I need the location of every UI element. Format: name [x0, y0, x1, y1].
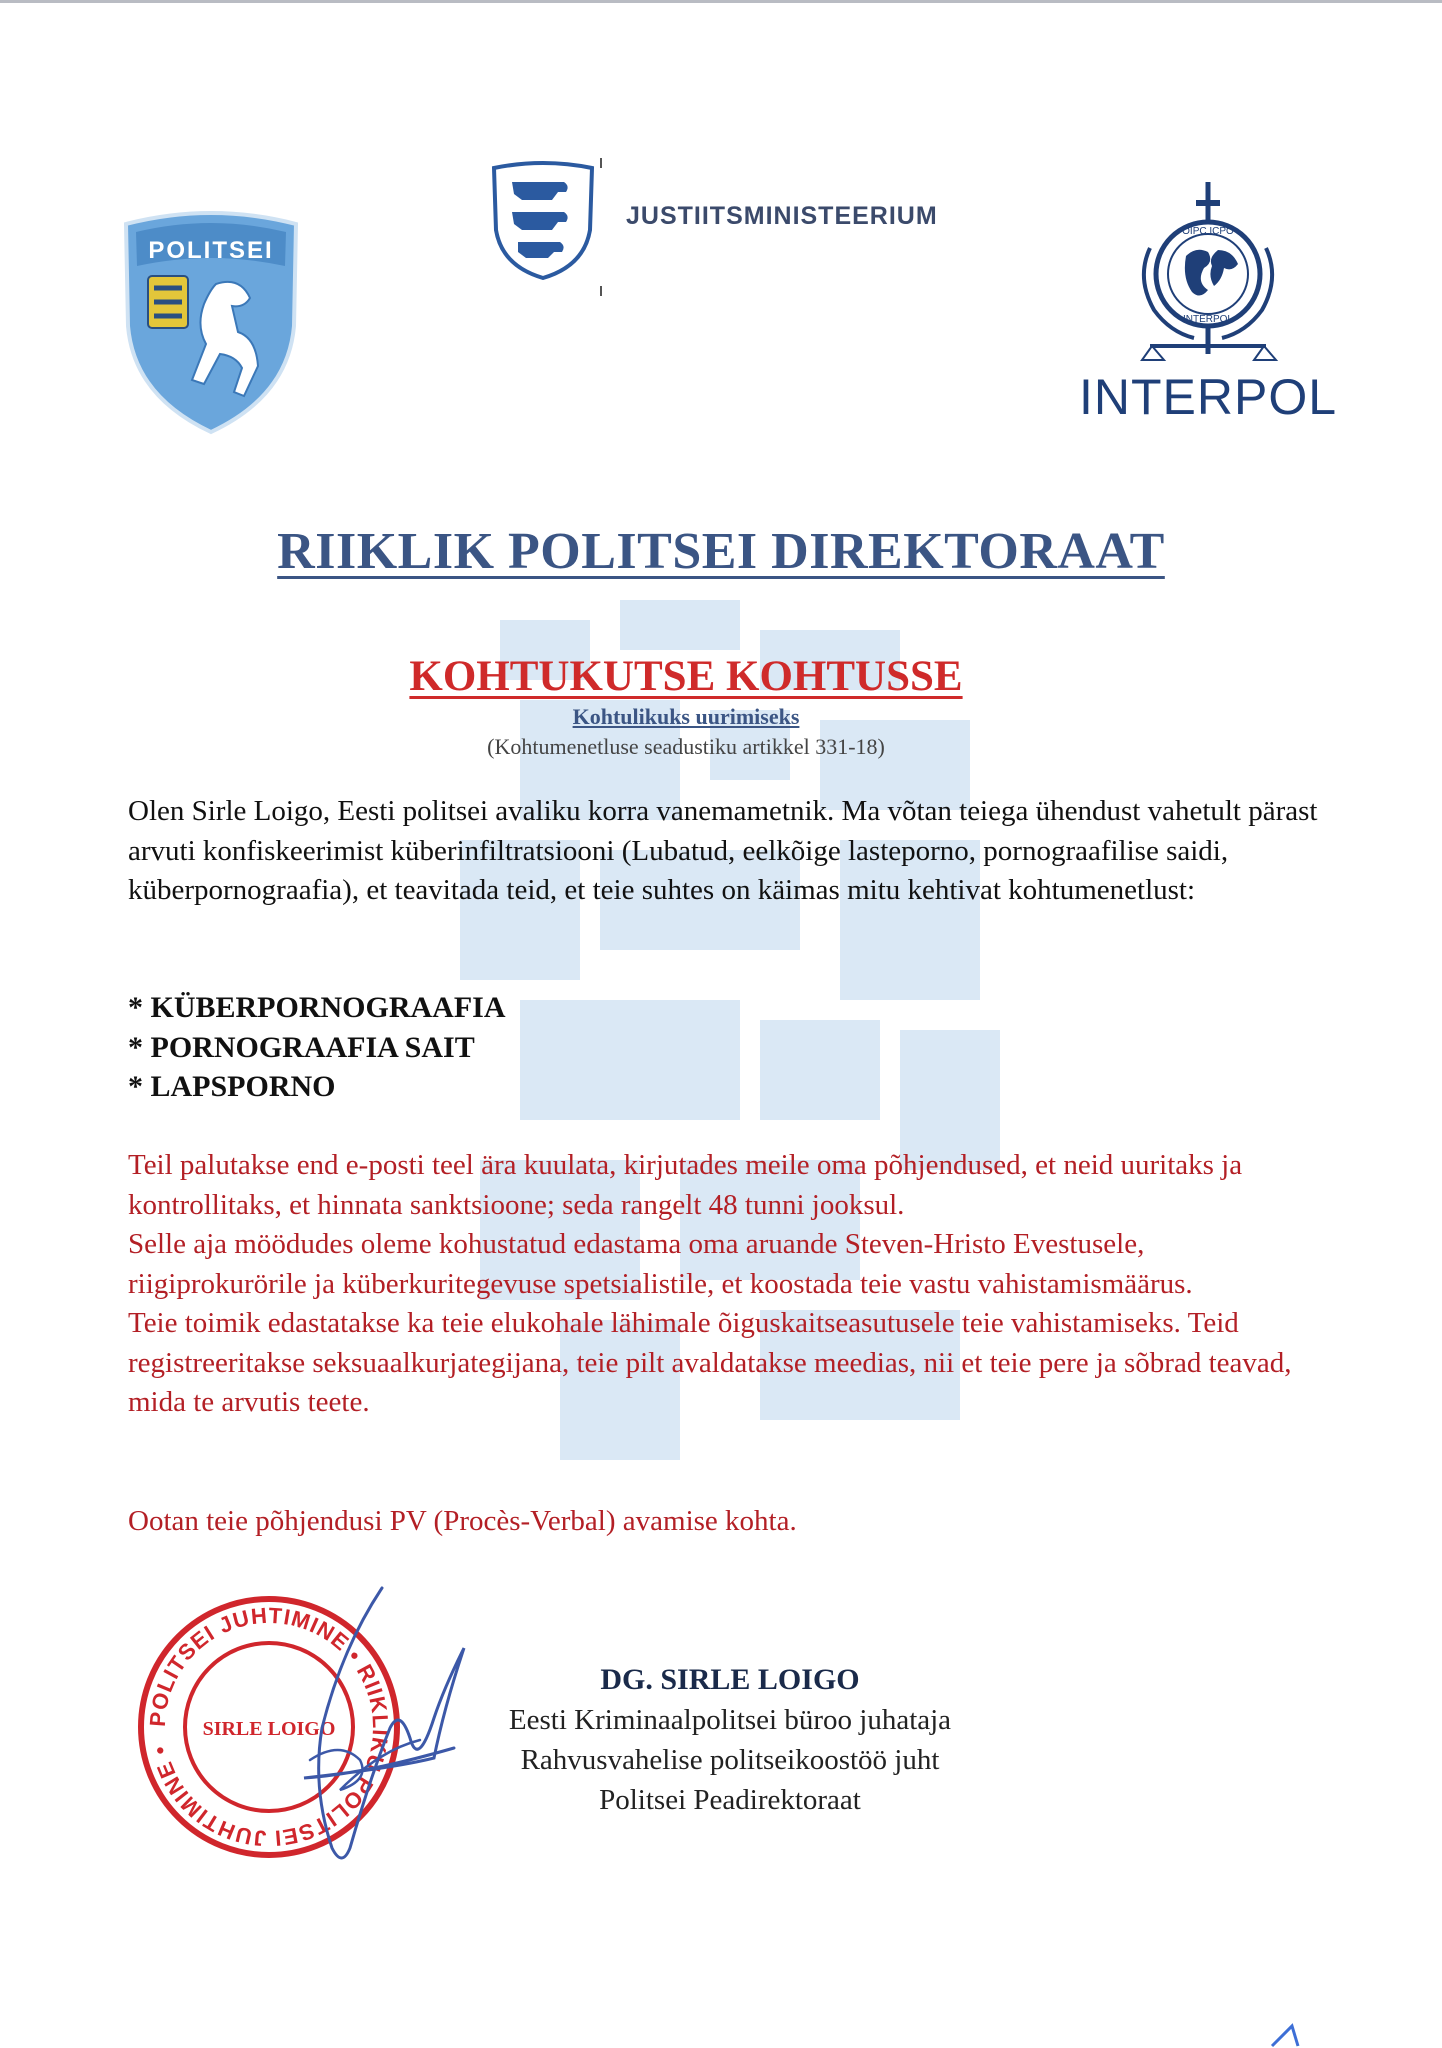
- page-title: RIIKLIK POLITSEI DIREKTORAAT: [277, 523, 1165, 580]
- top-rule: [0, 0, 1442, 3]
- signatory-role: Rahvusvahelise politseikoostöö juht: [520, 1744, 940, 1776]
- offense-item: * KÜBERPORNOGRAAFIA: [128, 991, 506, 1024]
- ministry-logo: [488, 158, 948, 298]
- ministry-name: JUSTIITSMINISTEERIUM: [626, 202, 938, 230]
- warning-line: Selle aja möödudes oleme kohustatud edastama oma aruande Steven-Hristo Evestusele, riigiprokurörile ja küberkuritegevuse spetsialistile, et koostada teie vastu vahistamismäärus.: [128, 1228, 1193, 1300]
- svg-text:SIRLE LOIGO: SIRLE LOIGO: [202, 1718, 336, 1740]
- svg-text:OIPC ICPO: OIPC ICPO: [1182, 226, 1234, 237]
- warning-line: Teil palutakse end e-posti teel ära kuulata, kirjutades meile oma põhjendused, et neid uuritaks ja kontrollitaks, et hinnata sanktsioone; seda rangelt 48 tunni jooksul.: [128, 1149, 1243, 1221]
- intro-paragraph: Olen Sirle Loigo, Eesti politsei avaliku korra vanemametnik. Ma võtan teiega ühendust vahetult pärast arvuti konfiskeerimist küberinfiltratsiooni (Lubatud, eelkõige lasteporno, pornograafilise saidi, küberpornograafia), et teavitada teid, et teie suhtes on käimas mitu kehtivat kohtumenetlust:: [128, 795, 1318, 906]
- signatory-organization: Politsei Peadirektoraat: [599, 1784, 861, 1816]
- signatory-role: Eesti Kriminaalpolitsei büroo juhataja: [508, 1704, 952, 1736]
- signatory-name: DG. SIRLE LOIGO: [600, 1663, 860, 1696]
- interpol-name: INTERPOL: [1078, 369, 1338, 425]
- estonian-coat-of-arms-icon: [488, 160, 598, 280]
- warning-paragraph: [128, 1146, 1328, 1423]
- svg-text:POLITSEI: POLITSEI: [148, 237, 274, 264]
- svg-text:INTERPOL: INTERPOL: [1182, 314, 1234, 325]
- offense-list: [128, 988, 928, 1107]
- police-badge-logo: [118, 206, 304, 436]
- summons-title: KOHTUKUTSE KOHTUSSE: [409, 653, 963, 700]
- closing-line: Ootan teie põhjendusi PV (Procès-Verbal) avamise kohta.: [128, 1505, 797, 1537]
- signature-block: [440, 1660, 1020, 1820]
- offense-item: * LAPSPORNO: [128, 1070, 336, 1103]
- corner-arrow-icon: [1268, 2020, 1308, 2048]
- summons-subtitle: Kohtulikuks uurimiseks: [572, 704, 800, 729]
- warning-line: Teie toimik edastatakse ka teie elukohale lähimale õiguskaitseasutusele teie vahistamiseks. Teid registreeritakse seksuaalkurjategijana, teie pilt avaldatakse meedias, nii et teie pere ja sõbrad teavad, mida te arvutis teete.: [128, 1307, 1292, 1418]
- interpol-globe-icon: [1130, 178, 1286, 368]
- police-shield-icon: [118, 206, 304, 436]
- interpol-logo: [1068, 178, 1348, 428]
- svg-text:POLITSEI JUHTIMINE • RIIKLIKU: POLITSEI JUHTIMINE • RIIKLIKU POLITSEI JUHTIMINE •: [144, 1602, 394, 1852]
- summons-reference: (Kohtumenetluse seadustiku artikkel 331-18): [487, 734, 885, 759]
- offense-item: * PORNOGRAAFIA SAIT: [128, 1030, 475, 1064]
- divider-tick: [600, 286, 602, 296]
- divider-tick: [600, 158, 602, 168]
